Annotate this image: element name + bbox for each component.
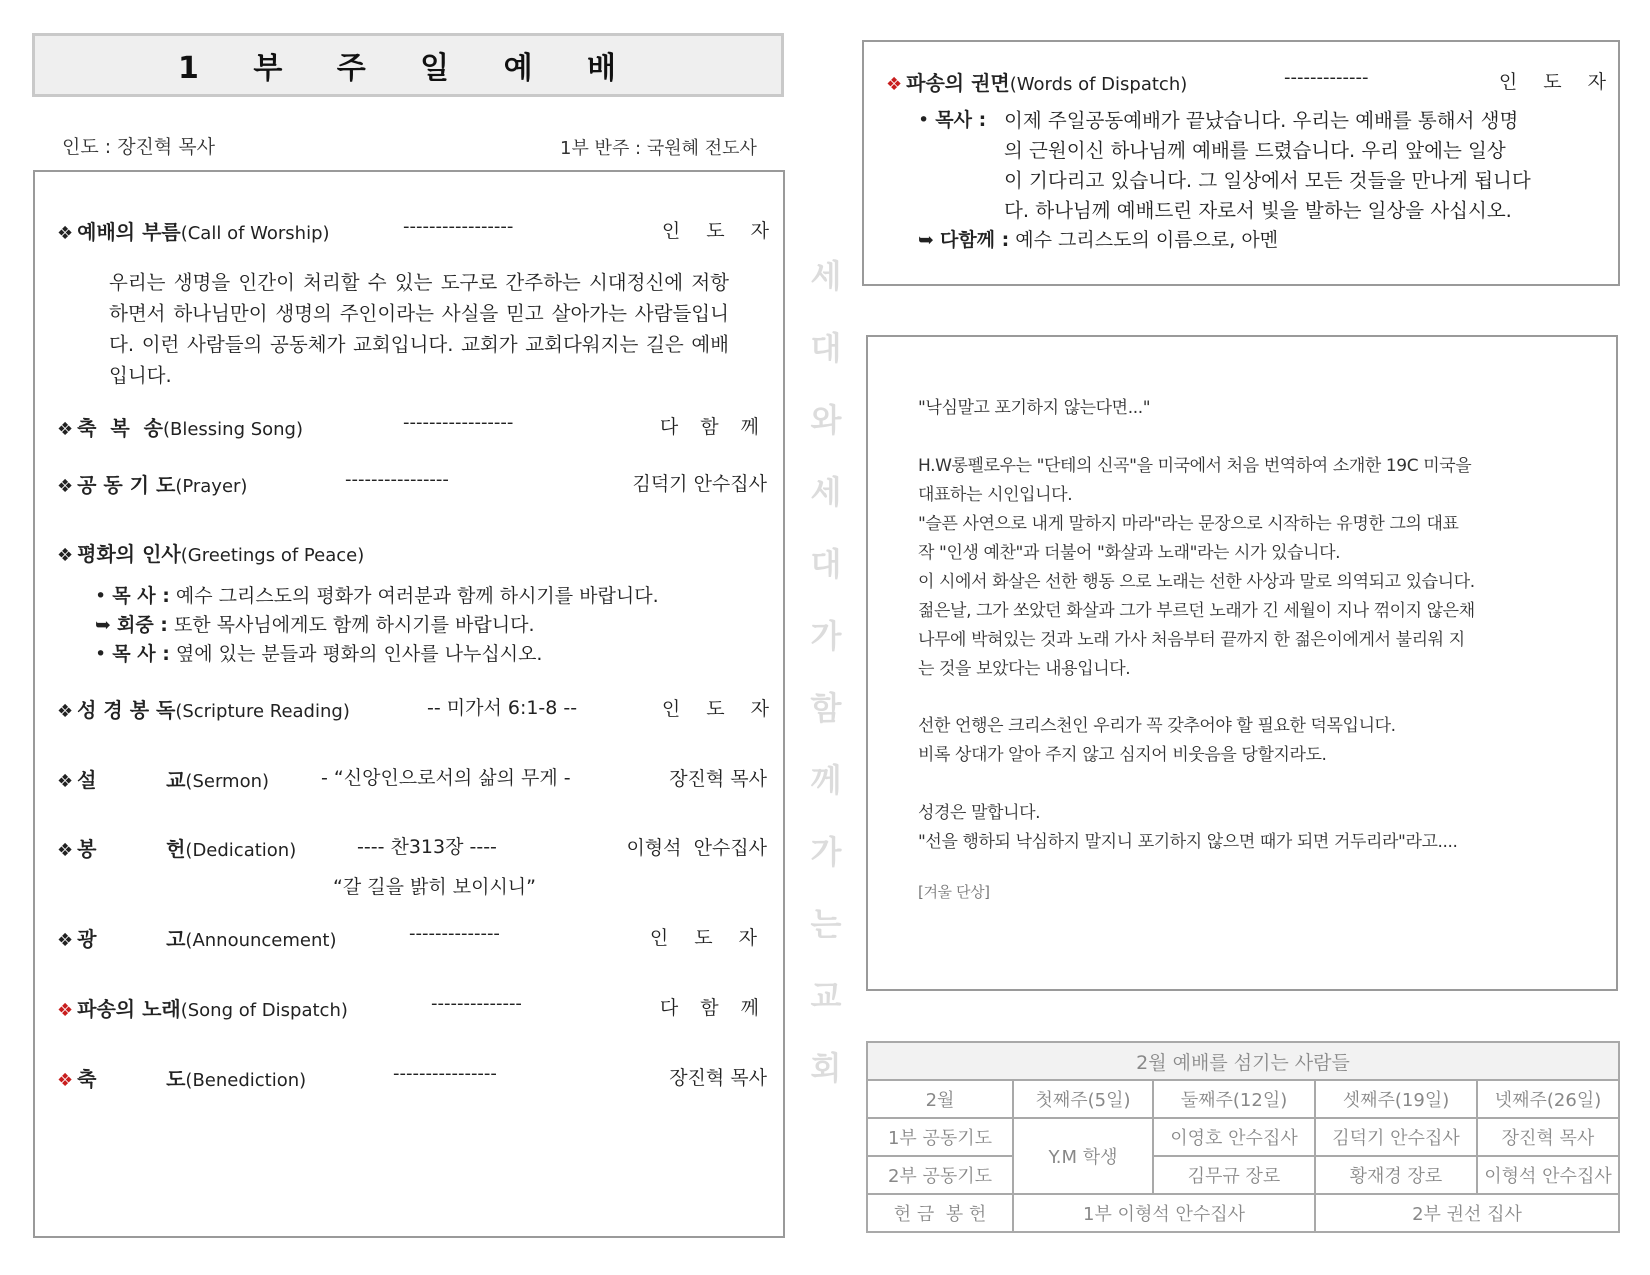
dispatch-pastor-label: • 목사 : bbox=[918, 109, 987, 131]
table-row-label: 2부 공동기도 bbox=[867, 1156, 1013, 1194]
bullet-icon: • bbox=[95, 643, 107, 665]
dedication-hymn: ---- 찬313장 ---- bbox=[357, 836, 497, 858]
table-header-cell: 첫째주(5일) bbox=[1013, 1080, 1153, 1118]
bullet-icon: • bbox=[918, 109, 930, 131]
sermon-leader: 장진혁 목사 bbox=[669, 768, 767, 790]
diamond-icon: ❖ bbox=[57, 701, 74, 722]
scripture-reference: -- 미가서 6:1-8 -- bbox=[427, 697, 578, 719]
reflection-line: 나무에 박혀있는 것과 노래 가사 처음부터 끝까지 한 젊은이에게서 불리워 지 bbox=[918, 630, 1465, 650]
reflection-line: 대표하는 시인입니다. bbox=[918, 485, 1073, 505]
table-header-cell: 둘째주(12일) bbox=[1153, 1080, 1315, 1118]
diamond-icon: ❖ bbox=[57, 840, 74, 861]
dispatch-response: ➥ 다함께 : 예수 그리스도의 이름으로, 아멘 bbox=[918, 229, 1279, 251]
page-title-box bbox=[32, 33, 784, 97]
call-text: 우리는 생명을 인간이 처리할 수 있는 도구로 간주하는 시대정신에 저항하면서 하나님만이 생명의 주인이라는 사실을 믿고 살아가는 사람들입니다. 이런 사람들의 공동체가 교회입니다. 교회가 교회다워지는 길은 예배입니다. bbox=[109, 271, 729, 387]
dispatch-pastor-text: 이제 주일공동예배가 끝났습니다. 우리는 예배를 통해서 생명 의 근원이신 하나님께 예배를 드렸습니다. 우리 앞에는 일상 이 기다리고 있습니다. 그 일상에서 모든 것들을 만나게 됩니다 다. 하나님께 예배드린 자로서 빛을 발하는 일상을 사십시오. bbox=[1004, 109, 1531, 222]
blessing-leader: 다 함 께 bbox=[659, 416, 767, 438]
reflection-line: 성경은 말합니다. bbox=[918, 803, 1041, 823]
announcement-dash: -------------- bbox=[409, 923, 500, 944]
scripture-leader: 인 도 자 bbox=[661, 698, 779, 720]
peace-line-2: ➥ 회중 : 또한 목사님에게도 함께 하시기를 바랍니다. bbox=[95, 614, 535, 636]
table-header-cell: 셋째주(19일) bbox=[1315, 1080, 1477, 1118]
diamond-icon: ❖ bbox=[57, 930, 74, 951]
diamond-icon: ❖ bbox=[57, 419, 74, 440]
dispatch-heading: ❖ 파송의 권면(Words of Dispatch) bbox=[886, 71, 1188, 95]
table-cell: 장진혁 목사 bbox=[1477, 1118, 1619, 1156]
diamond-icon: ❖ bbox=[57, 1000, 74, 1021]
leader-line: 인도 : 장진혁 목사 bbox=[62, 136, 215, 158]
table-cell: 2부 권선 집사 bbox=[1315, 1194, 1619, 1232]
reflection-line: "선을 행하되 낙심하지 말지니 포기하지 않으면 때가 되면 거두리라"라고.... bbox=[918, 832, 1458, 852]
diamond-icon: ❖ bbox=[57, 1070, 74, 1091]
order-item-benediction: ❖ 축 도(Benediction) bbox=[57, 1067, 307, 1091]
table-cell: 이영호 안수집사 bbox=[1153, 1118, 1315, 1156]
reflection-line: 젊은날, 그가 쏘았던 화살과 그가 부르던 노래가 긴 세월이 지나 꺾이지 않은채 bbox=[918, 601, 1475, 621]
diamond-icon: ❖ bbox=[57, 223, 74, 244]
reflection-line: H.W롱펠로우는 "단테의 신곡"을 미국에서 처음 번역하여 소개한 19C 미국을 bbox=[918, 456, 1472, 476]
dedication-hymn-title: “갈 길을 밝히 보이시니” bbox=[333, 876, 536, 898]
reflection-line: 작 "인생 예찬"과 더불어 "화살과 노래"라는 시가 있습니다. bbox=[918, 543, 1341, 563]
table-cell: 김덕기 안수집사 bbox=[1315, 1118, 1477, 1156]
table-cell: 김무규 장로 bbox=[1153, 1156, 1315, 1194]
order-item-peace: ❖ 평화의 인사(Greetings of Peace) bbox=[57, 542, 365, 566]
order-item-sermon: ❖ 설 교(Sermon) bbox=[57, 768, 270, 792]
benediction-leader: 장진혁 목사 bbox=[669, 1067, 767, 1089]
servants-table bbox=[866, 1041, 1620, 1233]
reflection-line: 는 것을 보았다는 내용입니다. bbox=[918, 659, 1131, 679]
diamond-icon: ❖ bbox=[886, 74, 903, 95]
table-cell: 1부 이형석 안수집사 bbox=[1013, 1194, 1315, 1232]
call-dash: ----------------- bbox=[403, 216, 514, 237]
table-row-label: 1부 공동기도 bbox=[867, 1118, 1013, 1156]
table-cell: Y.M 학생 bbox=[1013, 1118, 1153, 1194]
order-of-worship-box bbox=[33, 170, 785, 1238]
prayer-dash: ---------------- bbox=[345, 469, 449, 490]
dispatch-leader: 인 도 자 bbox=[1498, 71, 1616, 93]
reflection-box bbox=[866, 335, 1618, 991]
order-item-scripture: ❖ 성 경 봉 독(Scripture Reading) bbox=[57, 698, 350, 722]
arrow-icon: ➥ bbox=[918, 229, 934, 251]
servants-table-title: 2월 예배를 섬기는 사람들 bbox=[867, 1042, 1619, 1080]
bullet-icon: • bbox=[95, 585, 107, 607]
dispatch-song-dash: -------------- bbox=[431, 993, 522, 1014]
vertical-slogan: 세 대 와 세 대 가 함 께 가 는 교 회 bbox=[810, 257, 842, 1087]
call-leader: 인 도 자 bbox=[661, 220, 779, 242]
page-title: 1 부 주 일 예 배 bbox=[178, 51, 638, 86]
prayer-leader: 김덕기 안수집사 bbox=[632, 473, 767, 495]
words-of-dispatch-box bbox=[862, 40, 1620, 286]
benediction-dash: ---------------- bbox=[393, 1063, 497, 1084]
arrow-icon: ➥ bbox=[95, 614, 111, 636]
accompanist-line: 1부 반주 : 국원혜 전도사 bbox=[560, 138, 757, 159]
order-item-dispatch-song: ❖ 파송의 노래(Song of Dispatch) bbox=[57, 997, 348, 1021]
reflection-line: 이 시에서 화살은 선한 행동 으로 노래는 선한 사상과 말로 의역되고 있습니다. bbox=[918, 572, 1475, 592]
table-cell: 이형석 안수집사 bbox=[1477, 1156, 1619, 1194]
table-header-cell: 넷째주(26일) bbox=[1477, 1080, 1619, 1118]
order-item-call: ❖ 예배의 부름(Call of Worship) bbox=[57, 220, 330, 244]
blessing-dash: ----------------- bbox=[403, 412, 514, 433]
diamond-icon: ❖ bbox=[57, 771, 74, 792]
table-header-cell: 2월 bbox=[867, 1080, 1013, 1118]
diamond-icon: ❖ bbox=[57, 545, 74, 566]
reflection-line: "슬픈 사연으로 내게 말하지 마라"라는 문장으로 시작하는 유명한 그의 대표 bbox=[918, 514, 1459, 534]
dedication-leader: 이형석 안수집사 bbox=[626, 837, 767, 859]
table-row-label: 헌 금 봉 헌 bbox=[867, 1194, 1013, 1232]
dispatch-song-leader: 다 함 께 bbox=[659, 997, 767, 1019]
order-item-blessing: ❖ 축 복 송(Blessing Song) bbox=[57, 416, 304, 440]
order-item-prayer: ❖ 공 동 기 도(Prayer) bbox=[57, 473, 248, 497]
reflection-line: 선한 언행은 크리스천인 우리가 꼭 갖추어야 할 필요한 덕목입니다. bbox=[918, 716, 1396, 736]
announcement-leader: 인 도 자 bbox=[649, 927, 767, 949]
reflection-line: "낙심말고 포기하지 않는다면..." bbox=[918, 398, 1151, 418]
peace-line-1: • 목 사 : 예수 그리스도의 평화가 여러분과 함께 하시기를 바랍니다. bbox=[95, 585, 659, 607]
order-item-announcement: ❖ 광 고(Announcement) bbox=[57, 927, 337, 951]
peace-line-3: • 목 사 : 옆에 있는 분들과 평화의 인사를 나누십시오. bbox=[95, 643, 543, 665]
table-cell: 황재경 장로 bbox=[1315, 1156, 1477, 1194]
reflection-source: [겨울 단상] bbox=[918, 883, 990, 901]
dispatch-dash: ------------- bbox=[1284, 67, 1369, 88]
sermon-title: - “신앙인으로서의 삶의 무게 - bbox=[321, 767, 571, 789]
order-item-dedication: ❖ 봉 헌(Dedication) bbox=[57, 837, 297, 861]
reflection-line: 비록 상대가 알아 주지 않고 심지어 비웃음을 당할지라도. bbox=[918, 745, 1327, 765]
diamond-icon: ❖ bbox=[57, 476, 74, 497]
